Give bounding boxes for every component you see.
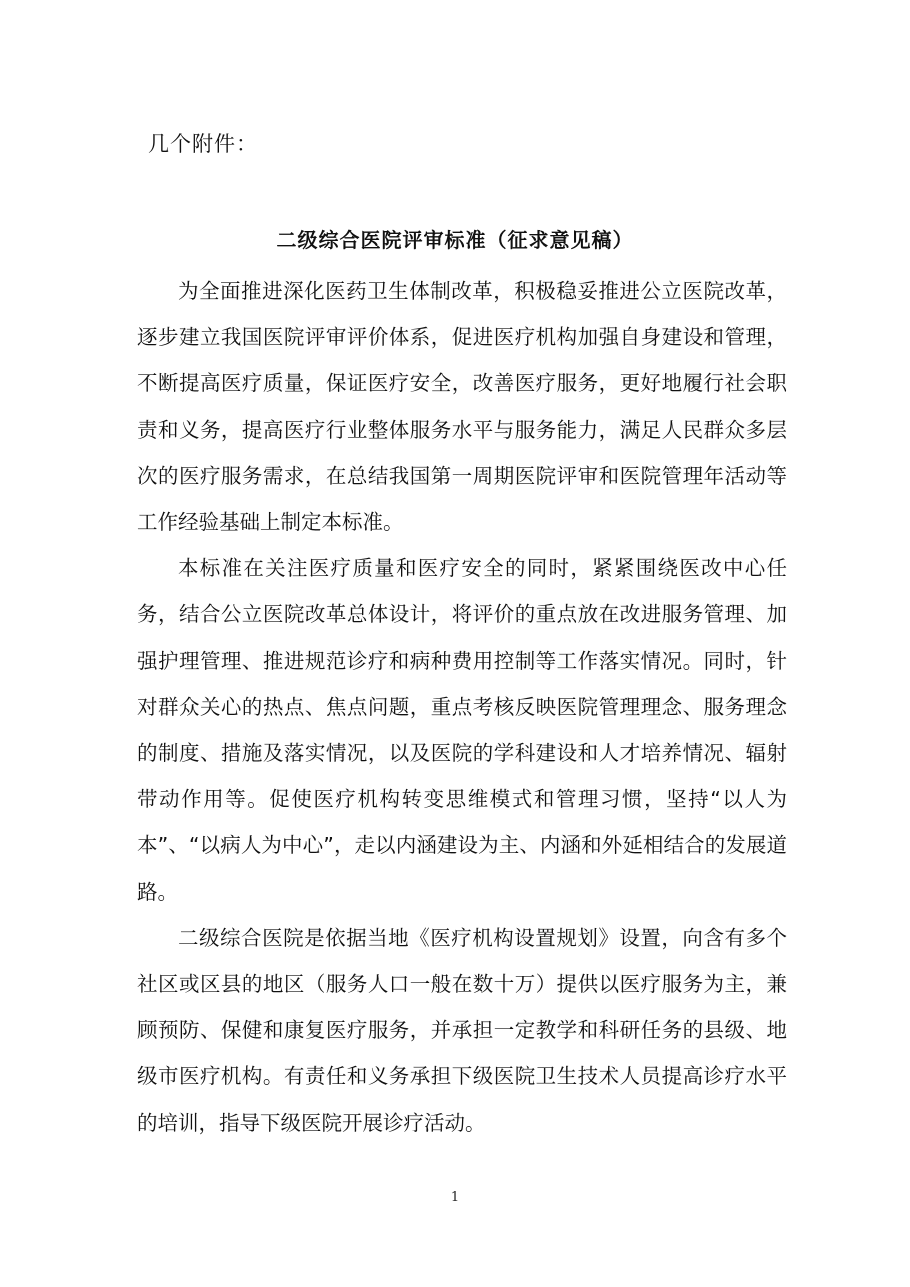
paragraph-reform-background: 为全面推进深化医药卫生体制改革，积极稳妥推进公立医院改革，逐步建立我国医院评审评价体系，促进医疗机构加强自身建设和管理，不断提高医疗质量，保证医疗安全，改善医疗服务，更好地履行社会职责和义务，提高医疗行业整体服务水平与服务能力，满足人民群众多层次的医疗服务需求，在总结我国第一周期医院评审和医院管理年活动等工作经验基础上制定本标准。 (137, 279, 787, 535)
attachment-note: 几个附件： (148, 132, 258, 156)
paragraph-hospital-definition: 二级综合医院是依据当地《医疗机构设置规划》设置，向含有多个社区或区县的地区（服务人口一般在数十万）提供以医疗服务为主，兼顾预防、保健和康复医疗服务，并承担一定教学和科研任务的县级、地级市医疗机构。有责任和义务承担下级医院卫生技术人员提高诊疗水平的培训，指导下级医院开展诊疗活动。 (137, 925, 787, 1135)
page-number: 1 (450, 1190, 460, 1205)
document-title: 二级综合医院评审标准（征求意见稿） (276, 228, 634, 252)
document-body (137, 268, 787, 1146)
paragraph-evaluation-focus: 本标准在关注医疗质量和医疗安全的同时，紧紧围绕医改中心任务，结合公立医院改革总体设计，将评价的重点放在改进服务管理、加强护理管理、推进规范诊疗和病种费用控制等工作落实情况。同时，针对群众关心的热点、焦点问题，重点考核反映医院管理理念、服务理念的制度、措施及落实情况，以及医院的学科建设和人才培养情况、辐射带动作用等。促使医疗机构转变思维模式和管理习惯，坚持“以人为本”、“以病人为中心”，走以内涵建设为主、内涵和外延相结合的发展道路。 (137, 556, 787, 904)
